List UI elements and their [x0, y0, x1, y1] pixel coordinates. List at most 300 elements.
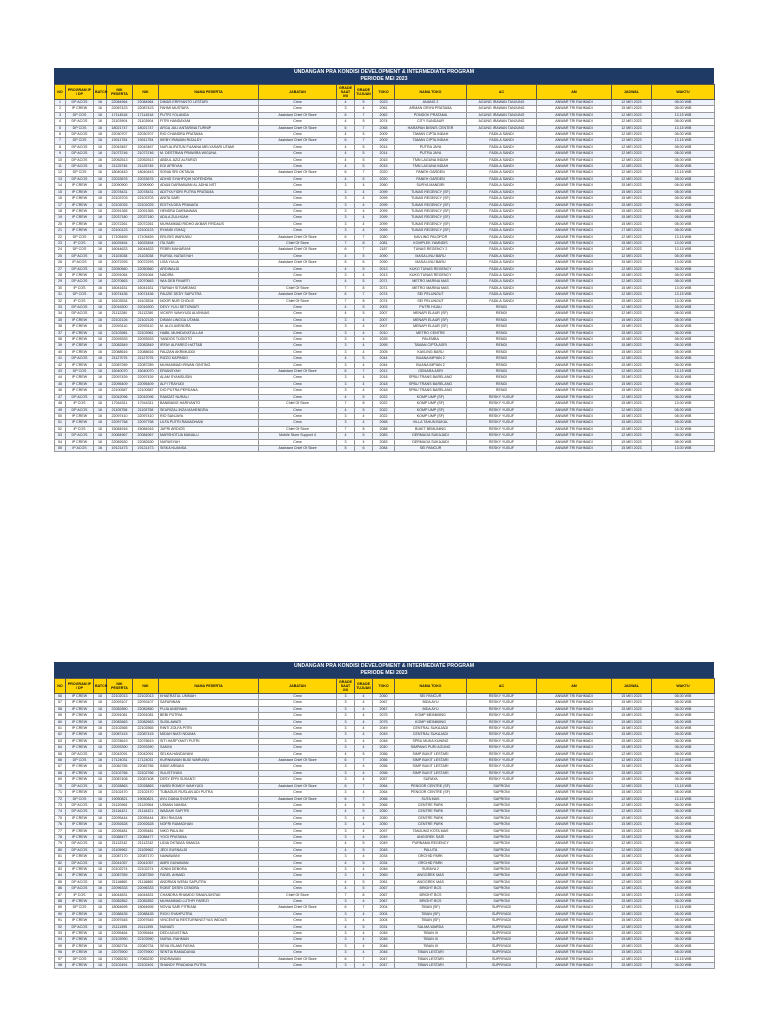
cell-batch: 16 [94, 189, 107, 195]
cell-grade-tujuan: 5 [355, 847, 373, 853]
cell-nik-peserta: 22033676 [107, 176, 133, 182]
cell-nama-toko: TIBAN LESTARI [395, 963, 467, 969]
cell-jabatan: Crew [259, 860, 337, 866]
cell-toko: 2013 [373, 272, 395, 278]
cell-am: ANWAR TRI RAHMADI [537, 745, 612, 751]
cell-no: 12 [55, 170, 66, 176]
cell-nik: 21116421 [133, 809, 159, 815]
invitation-sheet-2 [54, 662, 714, 969]
cell-no: 85 [55, 879, 66, 885]
cell-waktu: 13.15 WIB [652, 112, 715, 118]
cell-grade-saat-ini: 4 [337, 847, 355, 853]
cell-jadwal: 12 MEI 2023 [612, 151, 652, 157]
cell-jabatan: Crew [259, 828, 337, 834]
cell-waktu: 08.00 WIB [652, 924, 715, 930]
cell-jabatan: Crew [259, 943, 337, 949]
cell-no: 72 [55, 796, 66, 802]
cell-nik-peserta: 22087423 [107, 106, 133, 112]
cell-ac: FADILA SANDI [467, 202, 537, 208]
cell-grade-tujuan: 8 [355, 892, 373, 898]
cell-ac: FADILA SANDI [467, 196, 537, 202]
cell-program: IP CREW [66, 834, 94, 840]
cell-nik-peserta: 17114518 [107, 112, 133, 118]
cell-waktu: 08.00 WIB [652, 815, 715, 821]
column-header-program: PROGRAM IP / DP [66, 85, 94, 100]
cell-jabatan: Crew [259, 854, 337, 860]
cell-toko: 2056 [373, 758, 395, 764]
cell-jadwal: 15 MEI 2023 [612, 272, 652, 278]
cell-waktu: 08.00 WIB [652, 828, 715, 834]
cell-nik-peserta: 22102491 [107, 963, 133, 969]
cell-jadwal: 12 MEI 2023 [612, 119, 652, 125]
cell-program: IP CREW [66, 937, 94, 943]
cell-nik: 15084916 [133, 426, 159, 432]
cell-nama-peserta: DIO PUTRA PERDANA [159, 388, 259, 394]
cell-grade-saat-ini: 4 [337, 394, 355, 400]
cell-batch: 16 [94, 106, 107, 112]
cell-grade-saat-ini: 3 [337, 700, 355, 706]
cell-am: ANWAR TRI RAHMADI [537, 950, 612, 956]
cell-jadwal: 12 MEI 2023 [612, 886, 652, 892]
cell-nik: 17114518 [133, 112, 159, 118]
cell-toko: 2039 [373, 337, 395, 343]
cell-nama-peserta: LIDIA OKTAVIA SIMAGA [159, 841, 259, 847]
cell-no: 96 [55, 950, 66, 956]
cell-ac: RESKY YUSUF [467, 745, 537, 751]
cell-nik: 22097439 [133, 375, 159, 381]
cell-nik-peserta: 22070663 [107, 279, 133, 285]
cell-nik: 22042091 [133, 751, 159, 757]
cell-nama-toko: TMN LAGUNA INDAH [395, 164, 467, 170]
cell-toko: 2061 [373, 106, 395, 112]
cell-am: ANWAR TRI RAHMADI [537, 847, 612, 853]
cell-batch: 16 [94, 950, 107, 956]
cell-jabatan: Crew [259, 413, 337, 419]
cell-batch: 16 [94, 119, 107, 125]
cell-program: DP COS [66, 247, 94, 253]
column-header-nama-toko: NAMA TOKO [395, 679, 467, 694]
cell-grade-saat-ini: 3 [337, 324, 355, 330]
cell-jadwal: 15 MEI 2023 [612, 349, 652, 355]
cell-nama-toko: PUTRA JAYA [395, 151, 467, 157]
cell-ac: RENDI [467, 343, 537, 349]
cell-am: ANWAR TRI RAHMADI [537, 279, 612, 285]
cell-batch: 16 [94, 726, 107, 732]
cell-grade-tujuan: 4 [355, 866, 373, 872]
cell-toko: 2018 [373, 381, 395, 387]
cell-grade-tujuan: 4 [355, 208, 373, 214]
cell-jadwal: 12 MEI 2023 [612, 253, 652, 259]
cell-nik-peserta: 21127075 [107, 356, 133, 362]
cell-nik-peserta: 22102025 [107, 202, 133, 208]
cell-nama-peserta: YOGI PRATAMA [159, 834, 259, 840]
cell-toko: 2067 [373, 899, 395, 905]
cell-jadwal: 15 MEI 2023 [612, 918, 652, 924]
cell-jabatan: Crew [259, 362, 337, 368]
cell-batch: 16 [94, 100, 107, 106]
cell-nama-toko: CENTRE PARK [395, 802, 467, 808]
cell-grade-saat-ini: 4 [337, 433, 355, 439]
cell-waktu: 08.00 WIB [652, 719, 715, 725]
cell-nik: 19074436 [133, 292, 159, 298]
cell-am: ANWAR TRI RAHMADI [537, 112, 612, 118]
cell-waktu: 08.00 WIB [652, 809, 715, 815]
cell-no: 89 [55, 905, 66, 911]
cell-nik-peserta: 21103904 [107, 119, 133, 125]
cell-grade-saat-ini: 6 [337, 292, 355, 298]
cell-grade-tujuan: 5 [355, 886, 373, 892]
cell-jadwal: 12 MEI 2023 [612, 369, 652, 375]
cell-nik-peserta: 22093107 [107, 700, 133, 706]
cell-toko: 2013 [373, 266, 395, 272]
cell-grade-saat-ini: 3 [337, 706, 355, 712]
cell-jabatan: Crew [259, 764, 337, 770]
cell-jabatan: Crew [259, 164, 337, 170]
cell-grade-tujuan: 4 [355, 764, 373, 770]
cell-ac: SAPRONI [467, 854, 537, 860]
cell-waktu: 08.00 WIB [652, 176, 715, 182]
cell-grade-tujuan: 4 [355, 732, 373, 738]
cell-grade-saat-ini: 4 [337, 151, 355, 157]
cell-grade-saat-ini: 6 [337, 247, 355, 253]
cell-nama-toko: TIBAN III [395, 937, 467, 943]
cell-am: ANWAR TRI RAHMADI [537, 700, 612, 706]
cell-no: 26 [55, 260, 66, 266]
cell-batch: 16 [94, 790, 107, 796]
cell-program: IP CREW [66, 828, 94, 834]
cell-nik-peserta: 19050821 [107, 796, 133, 802]
cell-waktu: 08.00 WIB [652, 413, 715, 419]
cell-grade-tujuan: 4 [355, 770, 373, 776]
cell-grade-tujuan: 7 [355, 796, 373, 802]
cell-nama-peserta: WADAHI SAFITRI [159, 809, 259, 815]
cell-program: DP ACOS [66, 433, 94, 439]
cell-batch: 16 [94, 873, 107, 879]
cell-grade-tujuan: 8 [355, 240, 373, 246]
cell-am: ANWAR TRI RAHMADI [537, 106, 612, 112]
cell-nik: 22095409 [133, 381, 159, 387]
cell-waktu: 08.00 WIB [652, 732, 715, 738]
cell-ac: AGUNG IRAWAN TANJUNG [467, 106, 537, 112]
cell-batch: 16 [94, 144, 107, 150]
cell-no: 64 [55, 745, 66, 751]
cell-batch: 16 [94, 426, 107, 432]
cell-nama-toko: TIBAN (SF) [395, 918, 467, 924]
cell-grade-tujuan: 4 [355, 828, 373, 834]
cell-batch: 16 [94, 796, 107, 802]
cell-am: ANWAR TRI RAHMADI [537, 176, 612, 182]
cell-ac: SUPRIYADI [467, 905, 537, 911]
cell-grade-saat-ini: 4 [337, 279, 355, 285]
cell-jabatan: Crew [259, 388, 337, 394]
cell-am: ANWAR TRI RAHMADI [537, 151, 612, 157]
cell-ac: RESKY YUSUF [467, 426, 537, 432]
cell-batch: 16 [94, 420, 107, 426]
cell-am: ANWAR TRI RAHMADI [537, 694, 612, 700]
cell-grade-saat-ini: 4 [337, 886, 355, 892]
cell-program: IP CREW [66, 931, 94, 937]
cell-jadwal: 12 MEI 2023 [612, 796, 652, 802]
cell-jadwal: 15 MEI 2023 [612, 388, 652, 394]
cell-toko: 2090 [373, 253, 395, 259]
cell-jabatan: Crew [259, 272, 337, 278]
cell-jabatan: Crew [259, 132, 337, 138]
cell-jadwal: 15 MEI 2023 [612, 375, 652, 381]
cell-ac: RENDI [467, 311, 537, 317]
cell-ac: RESKY YUSUF [467, 700, 537, 706]
cell-am: ANWAR TRI RAHMADI [537, 394, 612, 400]
cell-grade-saat-ini: 3 [337, 738, 355, 744]
column-header-toko: TOKO [373, 679, 395, 694]
cell-batch: 16 [94, 279, 107, 285]
cell-toko: 2060 [373, 694, 395, 700]
cell-nama-peserta: ARGA JULI ANTARINA TURNIP [159, 125, 259, 131]
cell-no: 16 [55, 196, 66, 202]
cell-ac: SAPRONI [467, 809, 537, 815]
cell-waktu: 08.00 WIB [652, 272, 715, 278]
cell-jabatan: Crew [259, 100, 337, 106]
cell-jabatan: Assistant Chief Of Store [259, 369, 337, 375]
cell-grade-saat-ini: 3 [337, 413, 355, 419]
cell-am: ANWAR TRI RAHMADI [537, 183, 612, 189]
cell-nama-peserta: ULFA PUTRI RAMADHANI [159, 420, 259, 426]
cell-ac: SAPRONI [467, 841, 537, 847]
cell-am: ANWAR TRI RAHMADI [537, 790, 612, 796]
cell-nik-peserta: 22102470 [107, 790, 133, 796]
cell-nama-toko: TUNAS REGENCY (SF) [395, 196, 467, 202]
cell-nama-peserta: SULISTIYANI [159, 770, 259, 776]
cell-batch: 16 [94, 777, 107, 783]
cell-waktu: 13.00 WIB [652, 892, 715, 898]
cell-nik: 18021747 [133, 125, 159, 131]
cell-am: ANWAR TRI RAHMADI [537, 738, 612, 744]
cell-grade-tujuan: 4 [355, 202, 373, 208]
cell-nik: 16025454 [133, 240, 159, 246]
cell-am: ANWAR TRI RAHMADI [537, 196, 612, 202]
cell-program: DP ACOS [66, 886, 94, 892]
cell-nik: 22092628 [133, 822, 159, 828]
cell-batch: 16 [94, 388, 107, 394]
cell-batch: 16 [94, 132, 107, 138]
cell-nama-toko: TAMAN CIPTA ASRI [395, 343, 467, 349]
cell-jabatan: Crew [259, 751, 337, 757]
cell-nama-peserta: FEBRI MAHARANI [159, 247, 259, 253]
cell-grade-tujuan: 7 [355, 138, 373, 144]
cell-jadwal: 15 MEI 2023 [612, 381, 652, 387]
cell-am: ANWAR TRI RAHMADI [537, 215, 612, 221]
cell-nik: 22102274 [133, 866, 159, 872]
cell-program: IP CREW [66, 337, 94, 343]
cell-nik: 21103904 [133, 119, 159, 125]
cell-jadwal: 12 MEI 2023 [612, 234, 652, 240]
cell-waktu: 08.00 WIB [652, 305, 715, 311]
cell-nama-toko: BIDA AYU [395, 706, 467, 712]
cell-batch: 16 [94, 822, 107, 828]
cell-jabatan: Crew [259, 221, 337, 227]
cell-nama-toko: KOMP UMP (SF) [395, 394, 467, 400]
cell-nik: 22095444 [133, 815, 159, 821]
cell-ac: SAPRONI [467, 815, 537, 821]
cell-toko: 2074 [373, 292, 395, 298]
cell-jadwal: 15 MEI 2023 [612, 106, 652, 112]
cell-program: IP CREW [66, 777, 94, 783]
cell-grade-saat-ini: 4 [337, 356, 355, 362]
cell-jadwal: 15 MEI 2023 [612, 413, 652, 419]
cell-jadwal: 15 MEI 2023 [612, 745, 652, 751]
cell-toko: 2047 [373, 956, 395, 962]
cell-grade-tujuan: 6 [355, 260, 373, 266]
column-header-nik-peserta: NIK PESERTA [107, 679, 133, 694]
cell-am: ANWAR TRI RAHMADI [537, 719, 612, 725]
cell-toko: 2067 [373, 886, 395, 892]
cell-jabatan: Crew [259, 439, 337, 445]
cell-program: DP ACOS [66, 176, 94, 182]
cell-toko: 2081 [373, 240, 395, 246]
cell-am: ANWAR TRI RAHMADI [537, 253, 612, 259]
cell-batch: 16 [94, 349, 107, 355]
cell-batch: 16 [94, 847, 107, 853]
cell-ac: AGUNG IRAWAN TANJUNG [467, 125, 537, 131]
cell-ac: RENDI [467, 349, 537, 355]
cell-jadwal: 15 MEI 2023 [612, 764, 652, 770]
cell-batch: 16 [94, 706, 107, 712]
cell-nik: 22097645 [133, 918, 159, 924]
cell-toko: 2004 [373, 911, 395, 917]
cell-jabatan: Crew [259, 215, 337, 221]
cell-nik-peserta: 21111395 [107, 924, 133, 930]
cell-grade-tujuan: 5 [355, 132, 373, 138]
cell-ac: RENDI [467, 305, 537, 311]
cell-no: 18 [55, 208, 66, 214]
cell-am: ANWAR TRI RAHMADI [537, 407, 612, 413]
cell-jabatan: Crew [259, 343, 337, 349]
cell-am: ANWAR TRI RAHMADI [537, 247, 612, 253]
cell-nik-peserta: 22090900 [107, 183, 133, 189]
table-header-row [55, 679, 715, 694]
cell-jadwal: 12 MEI 2023 [612, 924, 652, 930]
cell-program: DP COS [66, 170, 94, 176]
cell-grade-tujuan: 4 [355, 413, 373, 419]
cell-no: 25 [55, 253, 66, 259]
cell-am: ANWAR TRI RAHMADI [537, 899, 612, 905]
cell-ac: FADILA SANDI [467, 183, 537, 189]
cell-nama-toko: METRO MARINA MAS [395, 285, 467, 291]
column-header-nama-peserta: NAMA PESERTA [159, 85, 259, 100]
cell-grade-tujuan: 5 [355, 279, 373, 285]
cell-ac: SUPRIYADI [467, 918, 537, 924]
cell-jadwal: 12 MEI 2023 [612, 356, 652, 362]
cell-program: IP COS [66, 401, 94, 407]
cell-nama-peserta: LISA YULIA [159, 260, 259, 266]
cell-nama-toko: KOMP MEINIMING [395, 719, 467, 725]
cell-jadwal: 15 MEI 2023 [612, 202, 652, 208]
cell-am: ANWAR TRI RAHMADI [537, 144, 612, 150]
cell-jadwal: 15 MEI 2023 [612, 931, 652, 937]
cell-program: DP ACOS [66, 809, 94, 815]
cell-waktu: 08.00 WIB [652, 899, 715, 905]
cell-grade-tujuan: 7 [355, 758, 373, 764]
cell-toko: 2004 [373, 918, 395, 924]
cell-no: 14 [55, 183, 66, 189]
cell-program: IP COS [66, 240, 94, 246]
cell-no: 4 [55, 119, 66, 125]
cell-nama-peserta: NAWAWANI [159, 854, 259, 860]
cell-grade-saat-ini: 4 [337, 924, 355, 930]
cell-batch: 16 [94, 305, 107, 311]
cell-waktu: 13.15 WIB [652, 758, 715, 764]
cell-waktu: 08.00 WIB [652, 164, 715, 170]
cell-grade-saat-ini: 4 [337, 860, 355, 866]
cell-grade-saat-ini: 7 [337, 892, 355, 898]
cell-toko: 2088 [373, 426, 395, 432]
cell-no: 11 [55, 164, 66, 170]
cell-nik: 22037180 [133, 215, 159, 221]
cell-jadwal: 15 MEI 2023 [612, 943, 652, 949]
cell-am: ANWAR TRI RAHMADI [537, 758, 612, 764]
cell-nama-peserta: NIKO PAULINI [159, 828, 259, 834]
cell-ac: FADILA SANDI [467, 176, 537, 182]
cell-batch: 16 [94, 745, 107, 751]
cell-jadwal: 12 MEI 2023 [612, 144, 652, 150]
cell-grade-tujuan: 4 [355, 854, 373, 860]
cell-jadwal: 15 MEI 2023 [612, 937, 652, 943]
column-header-waktu: WAKTU [652, 679, 715, 694]
cell-nik: 21127075 [133, 356, 159, 362]
column-header-waktu: WAKTU [652, 85, 715, 100]
cell-waktu: 08.00 WIB [652, 208, 715, 214]
cell-nik-peserta: 22096333 [107, 886, 133, 892]
cell-nik-peserta: 22100587 [107, 388, 133, 394]
cell-jadwal: 15 MEI 2023 [612, 726, 652, 732]
cell-waktu: 08.00 WIB [652, 918, 715, 924]
cell-nama-peserta: WIA DEB FINARTI [159, 279, 259, 285]
cell-no: 10 [55, 157, 66, 163]
cell-program: DP ACOS [66, 144, 94, 150]
cell-nama-toko: TUNAS REGENCY (SF) [395, 189, 467, 195]
cell-grade-saat-ini: 4 [337, 144, 355, 150]
cell-ac: SUPRIYADI [467, 924, 537, 930]
cell-nik: 21111395 [133, 924, 159, 930]
cell-no: 60 [55, 719, 66, 725]
cell-nik: 22102025 [133, 202, 159, 208]
cell-jadwal: 12 MEI 2023 [612, 433, 652, 439]
cell-nik-peserta: 22088616 [107, 349, 133, 355]
cell-am: ANWAR TRI RAHMADI [537, 879, 612, 885]
cell-ac: SAPRONI [467, 796, 537, 802]
cell-jadwal: 15 MEI 2023 [612, 285, 652, 291]
cell-program: DP ACOS [66, 407, 94, 413]
cell-program: IP CREW [66, 866, 94, 872]
cell-nik-peserta: 21103038 [107, 253, 133, 259]
cell-no: 80 [55, 847, 66, 853]
cell-grade-saat-ini: 3 [337, 330, 355, 336]
cell-nama-toko: MASA LINU BARU [395, 260, 467, 266]
cell-jadwal: 12 MEI 2023 [612, 802, 652, 808]
cell-no: 86 [55, 886, 66, 892]
cell-toko: 2046 [373, 866, 395, 872]
cell-jabatan: Crew [259, 106, 337, 112]
cell-jabatan: Crew [259, 834, 337, 840]
cell-waktu: 08.00 WIB [652, 790, 715, 796]
cell-batch: 16 [94, 841, 107, 847]
cell-nik: 22042096 [133, 394, 159, 400]
cell-batch: 16 [94, 918, 107, 924]
cell-nama-toko: TIBAN III [395, 931, 467, 937]
cell-grade-tujuan: 4 [355, 937, 373, 943]
cell-grade-saat-ini: 4 [337, 157, 355, 163]
cell-grade-tujuan: 4 [355, 343, 373, 349]
cell-nama-peserta: TUBAGUS RUSLAN ADI PUTRA [159, 790, 259, 796]
